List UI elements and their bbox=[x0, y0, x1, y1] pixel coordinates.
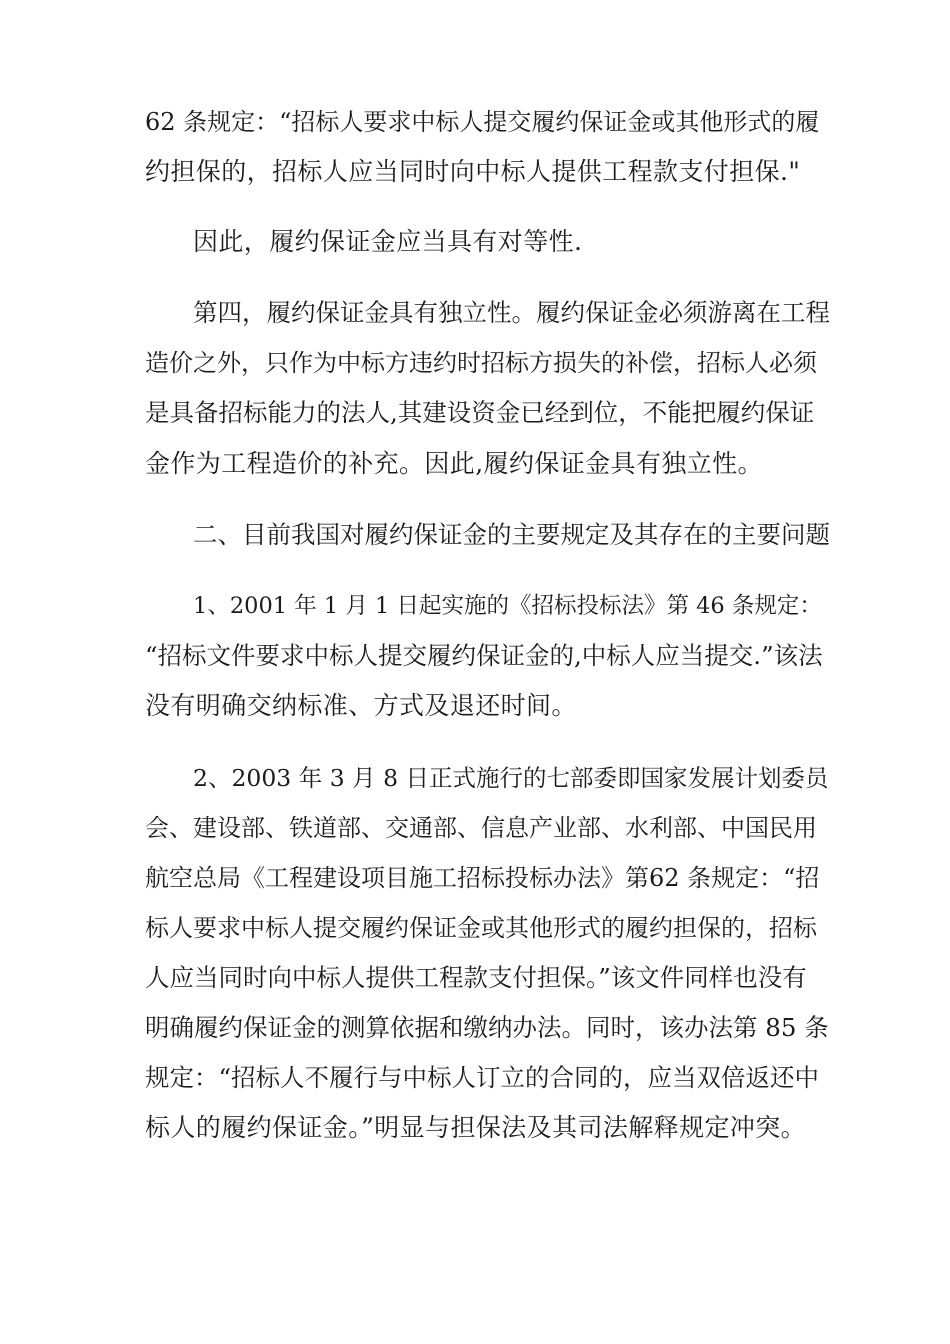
text-line: 二、目前我国对履约保证金的主要规定及其存在的主要问题 bbox=[193, 520, 830, 549]
text-line: 航空总局《工程建设项目施工招标投标办法》第62 条规定：“招 bbox=[145, 864, 820, 892]
text-line: 造价之外，只作为中标方违约时招标方损失的补偿，招标人必须 bbox=[145, 349, 817, 377]
text-line: 2、2003 年 3 月 8 日正式施行的七部委即国家发展计划委员 bbox=[193, 764, 829, 792]
text-line: 标人的履约保证金。”明显与担保法及其司法解释规定冲突。 bbox=[145, 1113, 807, 1142]
text-line: 明确履约保证金的测算依据和缴纳办法。同时，该办法第 85 条 bbox=[145, 1013, 829, 1042]
text-line: 是具备招标能力的法人,其建设资金已经到位，不能把履约保证 bbox=[145, 398, 815, 427]
text-line: 没有明确交纳标准、方式及退还时间。 bbox=[145, 691, 577, 720]
text-line: 因此，履约保证金应当具有对等性. bbox=[193, 227, 583, 256]
text-line: 第四，履约保证金具有独立性。履约保证金必须游离在工程 bbox=[193, 298, 830, 327]
text-line: 约担保的，招标人应当同时向中标人提供工程款支付担保." bbox=[145, 157, 801, 186]
text-line: “招标文件要求中标人提交履约保证金的,中标人应当提交.”该法 bbox=[145, 641, 823, 670]
text-line: 金作为工程造价的补充。因此,履约保证金具有独立性。 bbox=[145, 449, 763, 478]
text-line: 规定：“招标人不履行与中标人订立的合同的，应当双倍返还中 bbox=[145, 1063, 820, 1092]
text-line: 1、2001 年 1 月 1 日起实施的《招标投标法》第 46 条规定： bbox=[193, 593, 822, 619]
text-line: 会、建设部、铁道部、交通部、信息产业部、水利部、中国民用 bbox=[145, 814, 817, 842]
text-line: 标人要求中标人提交履约保证金或其他形式的履约担保的，招标 bbox=[145, 914, 817, 942]
text-line: 人应当同时向中标人提供工程款支付担保。”该文件同样也没有 bbox=[145, 963, 807, 992]
text-line: 62 条规定：“招标人要求中标人提交履约保证金或其他形式的履 bbox=[145, 108, 820, 136]
